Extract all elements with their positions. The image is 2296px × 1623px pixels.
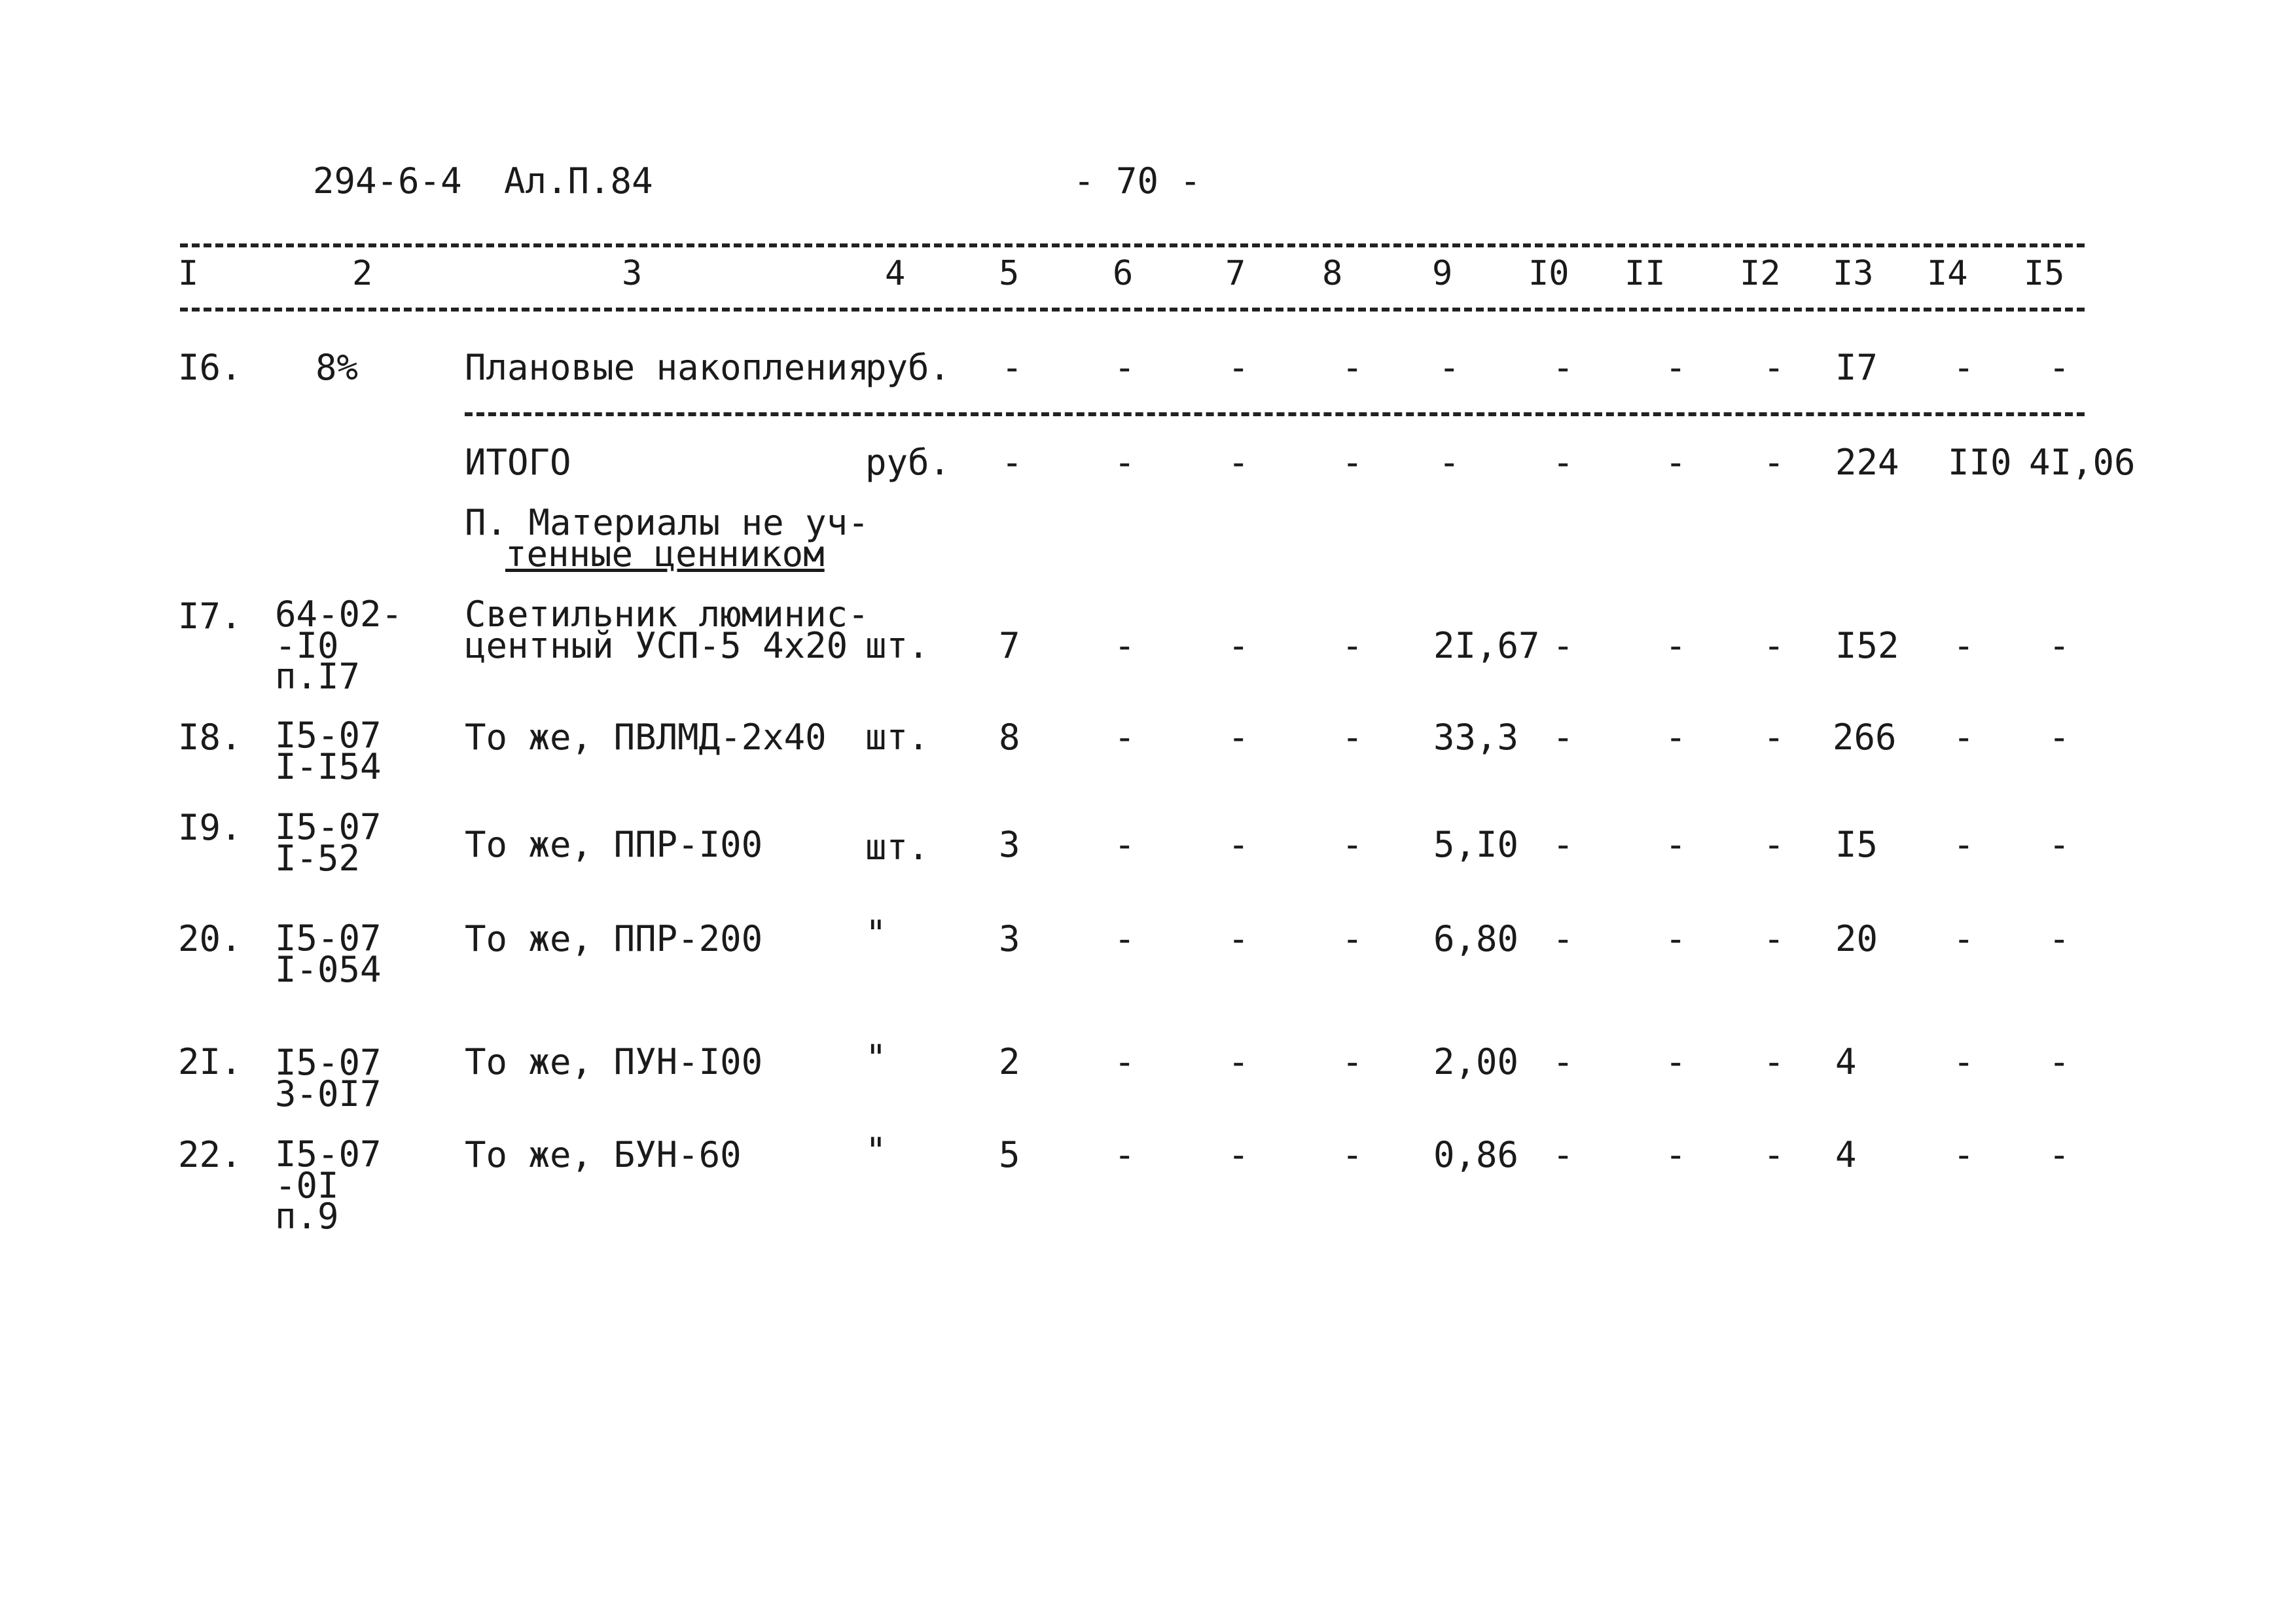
sheet-reference: Ал.П.84	[504, 160, 653, 202]
cell-c11: -	[1665, 625, 1687, 666]
cell-c6: -	[1114, 824, 1136, 865]
cell-c14: -	[1953, 1041, 1975, 1082]
row-code-line: I5-07	[275, 1042, 382, 1083]
cell-c12: -	[1763, 1134, 1785, 1175]
cell-c7: -	[1228, 824, 1249, 865]
subtotal-rule	[465, 412, 2085, 416]
col-header: 8	[1322, 254, 1343, 293]
col-header: II	[1624, 254, 1666, 293]
row-code-line: I-I54	[275, 745, 382, 787]
cell-c12: -	[1763, 625, 1785, 666]
col-header: 7	[1225, 254, 1246, 293]
cell-c14: -	[1953, 625, 1975, 666]
cell-c5: -	[1001, 442, 1023, 483]
cell-c7: -	[1228, 625, 1249, 666]
row-number: I8.	[178, 717, 242, 758]
cell-c14: -	[1953, 918, 1975, 959]
cell-c14: -	[1953, 824, 1975, 865]
cell-c6: -	[1114, 717, 1136, 758]
row-name-line: Светильник люминис-	[465, 594, 869, 635]
cell-c13: 224	[1835, 442, 1899, 483]
cell-c13: 4	[1835, 1041, 1857, 1082]
cell-c9: -	[1439, 442, 1460, 483]
cell-c9: 2I,67	[1433, 625, 1540, 666]
col-header: 3	[622, 254, 643, 293]
row-name: То же, ППР-200	[465, 918, 763, 959]
cell-c13: I5	[1835, 824, 1878, 865]
cell-c15: 4I,06	[2029, 442, 2136, 483]
row-code	[275, 594, 403, 698]
cell-c11: -	[1665, 717, 1687, 758]
cell-c5: 3	[999, 824, 1020, 865]
cell-c10: -	[1552, 442, 1574, 483]
row-unit: шт.	[865, 625, 929, 666]
cell-c15: -	[2049, 1134, 2070, 1175]
cell-c5: -	[1001, 347, 1023, 388]
cell-c5: 5	[999, 1134, 1020, 1175]
row-number: I7.	[178, 596, 242, 637]
row-name: То же, ПВЛМД-2x40	[465, 717, 827, 758]
col-header: I3	[1833, 254, 1874, 293]
row-name-line: центный УСП-5 4x20	[465, 624, 848, 666]
cell-c6: -	[1114, 442, 1136, 483]
cell-c6: -	[1114, 347, 1136, 388]
row-number: 22.	[178, 1134, 242, 1175]
cell-c6: -	[1114, 1134, 1136, 1175]
cell-c15: -	[2049, 347, 2070, 388]
cell-c7: -	[1228, 442, 1249, 483]
cell-c10: -	[1552, 347, 1574, 388]
row-code	[275, 1042, 382, 1115]
cell-c8: -	[1342, 442, 1363, 483]
col-header: I4	[1927, 254, 1968, 293]
row-code-line: 64-02-	[275, 594, 403, 635]
cell-c7: -	[1228, 717, 1249, 758]
row-code-line: -I0	[275, 624, 339, 666]
row-name: ИТОГО	[465, 442, 571, 483]
cell-c5: 3	[999, 918, 1020, 959]
cell-c10: -	[1552, 717, 1574, 758]
row-code	[275, 1133, 382, 1238]
cell-c5: 8	[999, 717, 1020, 758]
row-code-line: I5-07	[275, 918, 382, 959]
cell-c15: -	[2049, 1041, 2070, 1082]
row-code	[275, 918, 382, 990]
cell-c10: -	[1552, 1134, 1574, 1175]
cell-c11: -	[1665, 442, 1687, 483]
col-header: I0	[1528, 254, 1570, 293]
row-code-line: 3-0I7	[275, 1073, 382, 1115]
row-code-line: I-52	[275, 837, 361, 879]
row-code-line: I5-07	[275, 806, 382, 847]
cell-c12: -	[1763, 1041, 1785, 1082]
cell-c9: 0,86	[1433, 1134, 1519, 1175]
row-code-line: I-054	[275, 948, 382, 990]
row-number: I6.	[178, 347, 242, 388]
cell-c9: 6,80	[1433, 918, 1519, 959]
cell-c6: -	[1114, 918, 1136, 959]
cell-c15: -	[2049, 717, 2070, 758]
col-header: 4	[885, 254, 906, 293]
cell-c7: -	[1228, 1134, 1249, 1175]
row-code-line: -0I	[275, 1164, 339, 1206]
col-header: I	[178, 254, 199, 293]
row-name: То же, БУН-60	[465, 1134, 742, 1175]
cell-c10: -	[1552, 824, 1574, 865]
page-number: - 70 -	[1073, 160, 1202, 202]
cell-c13: 20	[1835, 918, 1878, 959]
section-heading-line: тенные ценником	[505, 533, 825, 575]
cell-c8: -	[1342, 1134, 1363, 1175]
row-code-line: I5-07	[275, 715, 382, 756]
cell-c7: -	[1228, 347, 1249, 388]
cell-c13: 266	[1833, 717, 1897, 758]
cell-c12: -	[1763, 347, 1785, 388]
cell-c8: -	[1342, 824, 1363, 865]
table-header-rule	[180, 308, 2085, 312]
row-code: 8%	[315, 347, 359, 388]
cell-c11: -	[1665, 824, 1687, 865]
col-header: I5	[2024, 254, 2065, 293]
cell-c9: 5,I0	[1433, 824, 1519, 865]
cell-c11: -	[1665, 1041, 1687, 1082]
cell-c12: -	[1763, 717, 1785, 758]
cell-c12: -	[1763, 442, 1785, 483]
col-header: 6	[1113, 254, 1134, 293]
cell-c11: -	[1665, 347, 1687, 388]
cell-c6: -	[1114, 1041, 1136, 1082]
row-unit: шт.	[865, 827, 929, 868]
document-code: 294-6-4	[313, 160, 462, 202]
row-number: I9.	[178, 807, 242, 848]
cell-c13: I7	[1835, 347, 1878, 388]
cell-c12: -	[1763, 918, 1785, 959]
cell-c11: -	[1665, 918, 1687, 959]
table-top-rule	[180, 243, 2085, 247]
row-code-line: п.I7	[275, 656, 361, 698]
cell-c14: -	[1953, 347, 1975, 388]
cell-c8: -	[1342, 347, 1363, 388]
cell-c6: -	[1114, 625, 1136, 666]
cell-c8: -	[1342, 918, 1363, 959]
cell-c7: -	[1228, 1041, 1249, 1082]
row-name: То же, ПУН-I00	[465, 1041, 763, 1082]
row-number: 2I.	[178, 1041, 242, 1082]
row-unit: руб.	[865, 347, 951, 388]
section-heading-line: П. Материалы не уч-	[465, 502, 869, 543]
cell-c14: -	[1953, 717, 1975, 758]
cell-c8: -	[1342, 717, 1363, 758]
cell-c9: 33,3	[1433, 717, 1519, 758]
cell-c12: -	[1763, 824, 1785, 865]
cell-c15: -	[2049, 918, 2070, 959]
row-code-line: I5-07	[275, 1133, 382, 1175]
cell-c9: -	[1439, 347, 1460, 388]
cell-c13: 4	[1835, 1134, 1857, 1175]
row-unit: "	[865, 1130, 887, 1171]
cell-c10: -	[1552, 1041, 1574, 1082]
cell-c5: 7	[999, 625, 1020, 666]
row-name: Плановые накопления	[465, 347, 869, 388]
col-header: I2	[1740, 254, 1781, 293]
row-code-line: п.9	[275, 1196, 339, 1238]
cell-c8: -	[1342, 625, 1363, 666]
row-unit: "	[865, 913, 887, 954]
col-header: 9	[1432, 254, 1453, 293]
cell-c15: -	[2049, 824, 2070, 865]
cell-c8: -	[1342, 1041, 1363, 1082]
col-header: 2	[352, 254, 373, 293]
cell-c9: 2,00	[1433, 1041, 1519, 1082]
col-header: 5	[999, 254, 1020, 293]
row-number: 20.	[178, 918, 242, 959]
row-unit: "	[865, 1037, 887, 1079]
cell-c14: II0	[1948, 442, 2012, 483]
cell-c10: -	[1552, 918, 1574, 959]
row-code	[275, 806, 382, 879]
cell-c10: -	[1552, 625, 1574, 666]
cell-c5: 2	[999, 1041, 1020, 1082]
cell-c14: -	[1953, 1134, 1975, 1175]
row-code	[275, 715, 382, 787]
cell-c15: -	[2049, 625, 2070, 666]
row-name	[465, 594, 869, 666]
section-heading	[465, 502, 869, 575]
cell-c7: -	[1228, 918, 1249, 959]
row-name: То же, ППР-I00	[465, 824, 763, 865]
row-unit: руб.	[865, 442, 951, 483]
cell-c13: I52	[1835, 625, 1899, 666]
cell-c11: -	[1665, 1134, 1687, 1175]
row-unit: шт.	[865, 717, 929, 758]
